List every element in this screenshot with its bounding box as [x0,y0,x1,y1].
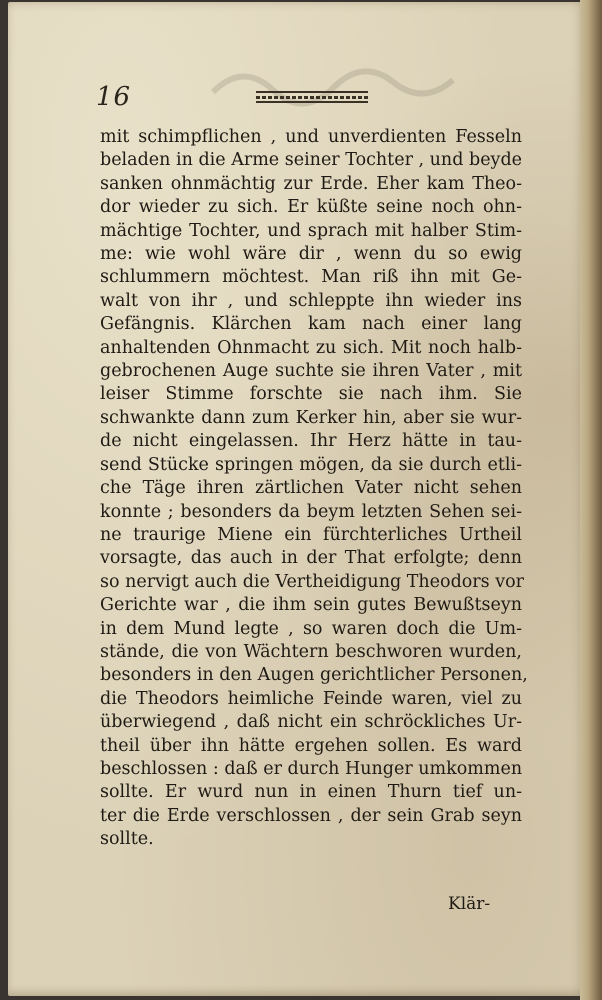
text-line: send Stücke springen mögen, da sie durch etli- [100,454,522,475]
text-line: leiser Stimme forschte sie nach ihm. Sie [100,384,522,405]
body-text [100,126,528,852]
text-line: walt von ihr , und schleppte ihn wieder ins [100,290,522,311]
text-line: die Theodors heimliche Feinde waren, viel zu [100,688,522,709]
page-number: 16 [96,82,132,112]
catchword: Klär- [448,894,491,914]
text-line: mächtige Tochter, und sprach mit halber Stim- [100,220,522,241]
text-line: sanken ohnmächtig zur Erde. Eher kam Theo- [100,173,522,194]
text-line: überwiegend , daß nicht ein schröckliches Ur- [100,712,522,733]
text-line: stände, die von Wächtern beschworen wurden, [100,641,522,662]
text-line: besonders in den Augen gerichtlicher Personen, [100,665,528,686]
text-line: konnte ; besonders da beym letzten Sehen sei- [100,501,522,522]
text-line: beschlossen : daß er durch Hunger umkommen [100,758,523,779]
text-line: dor wieder zu sich. Er küßte seine noch ohn- [100,197,522,218]
book-page [8,2,586,996]
text-line: schlummern möchtest. Man riß ihn mit Ge- [100,267,522,288]
text-line: sollte. [100,829,154,850]
text-line: Gefängnis. Klärchen kam nach einer lang [100,314,522,335]
text-line: theil über ihn hätte ergehen sollen. Es ward [100,735,522,756]
text-line: mit schimpflichen , und unverdienten Fesseln [100,127,522,147]
text-line: Gerichte war , die ihm sein gutes Bewußtseyn [100,595,522,616]
text-line: schwankte dann zum Kerker hin, aber sie wur- [100,407,522,428]
text-line: sollte. Er wurd nun in einen Thurn tief un- [100,782,522,803]
text-line: che Täge ihren zärtlichen Vater nicht sehen [100,478,522,499]
text-line: ne traurige Miene ein fürchterliches Urtheil [100,524,522,545]
text-line: gebrochenen Auge suchte sie ihren Vater , mit [100,361,522,382]
text-line: ter die Erde verschlossen , der sein Grab seyn [100,805,522,826]
text-line: in dem Mund legte , so waren doch die Um- [100,618,522,639]
text-line: de nicht eingelassen. Ihr Herz hätte in tau- [100,431,522,452]
text-line: beladen in die Arme seiner Tochter , und beyde [100,150,522,171]
binding-edge [580,0,602,1000]
text-line: anhaltenden Ohnmacht zu sich. Mit noch halb- [100,337,522,358]
text-line: me: wie wohl wäre dir , wenn du so ewig [100,244,522,265]
text-line: vorsagte, das auch in der That erfolgte; denn [100,548,522,569]
text-line: so nervigt auch die Vertheidigung Theodors vor [100,571,524,592]
header-ornament-rule [256,90,368,104]
